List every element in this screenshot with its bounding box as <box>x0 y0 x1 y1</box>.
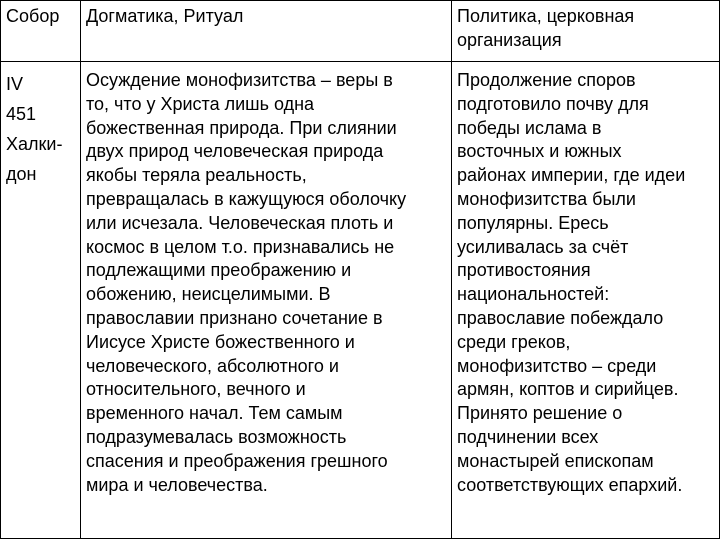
dogma-line: Иисусе Христе божественного и <box>86 331 355 352</box>
header-council-text: Собор <box>6 6 60 26</box>
politics-line: популярны. Ересь <box>457 212 609 233</box>
header-politics-line: Политика, церковная <box>457 6 635 26</box>
dogma-line: божественная природа. При слиянии <box>86 117 397 138</box>
politics-line: районах империи, где идеи <box>457 165 686 186</box>
dogma-line: якобы теряла реальность, <box>86 165 307 186</box>
header-council <box>1 1 81 62</box>
header-dogma <box>81 1 452 62</box>
council-number: IV <box>6 74 24 94</box>
header-politics-line: организация <box>457 29 562 50</box>
header-row <box>1 1 720 62</box>
politics-line: усиливалась за счёт <box>457 236 629 257</box>
dogma-line: то, что у Христа лишь одна <box>86 93 315 114</box>
politics-line: восточных и южных <box>457 141 622 162</box>
dogma-line: превращалась в кажущуюся оболочку <box>86 188 407 209</box>
dogma-cell <box>81 62 452 539</box>
dogma-line: относительного, вечного и <box>86 379 306 400</box>
politics-line: монофизитства были <box>457 188 636 209</box>
politics-line: подготовило почву для <box>457 93 649 114</box>
council-cell <box>1 62 81 539</box>
politics-line: православие побеждало <box>457 307 664 328</box>
header-politics <box>452 1 720 62</box>
dogma-line: двух природ человеческая природа <box>86 141 384 162</box>
council-place: дон <box>6 164 37 184</box>
politics-line: Продолжение споров <box>457 70 636 90</box>
council-place: Халки- <box>6 134 63 154</box>
dogma-line: космос в целом т.о. признавались не <box>86 236 395 257</box>
politics-line: армян, коптов и сирийцев. <box>457 379 679 400</box>
dogma-line: православии признано сочетание в <box>86 307 383 328</box>
dogma-line: обожению, неисцелимыми. В <box>86 284 331 305</box>
politics-line: монофизитство – среди <box>457 355 657 376</box>
dogma-line: подразумевалась возможность <box>86 426 347 447</box>
politics-line: соответствующих епархий. <box>457 474 683 495</box>
politics-line: монастырей епископам <box>457 450 654 471</box>
dogma-line: временного начал. Тем самым <box>86 403 343 424</box>
dogma-line: мира и человечества. <box>86 474 268 495</box>
politics-line: противостояния <box>457 260 591 281</box>
council-row <box>1 62 720 539</box>
council-year: 451 <box>6 104 37 124</box>
dogma-line: подлежащими преображению и <box>86 260 352 281</box>
politics-cell <box>452 62 720 539</box>
dogma-line: спасения и преображения грешного <box>86 450 388 471</box>
politics-line: подчинении всех <box>457 426 599 447</box>
politics-line: победы ислама в <box>457 117 602 138</box>
header-dogma-text: Догматика, Ритуал <box>86 6 244 26</box>
politics-line: национальностей: <box>457 284 610 305</box>
dogma-line: человеческого, абсолютного и <box>86 355 339 376</box>
dogma-line: или исчезала. Человеческая плоть и <box>86 212 394 233</box>
politics-line: Принято решение о <box>457 403 623 424</box>
dogma-line: Осуждение монофизитства – веры в <box>86 70 393 90</box>
politics-line: среди греков, <box>457 331 571 352</box>
